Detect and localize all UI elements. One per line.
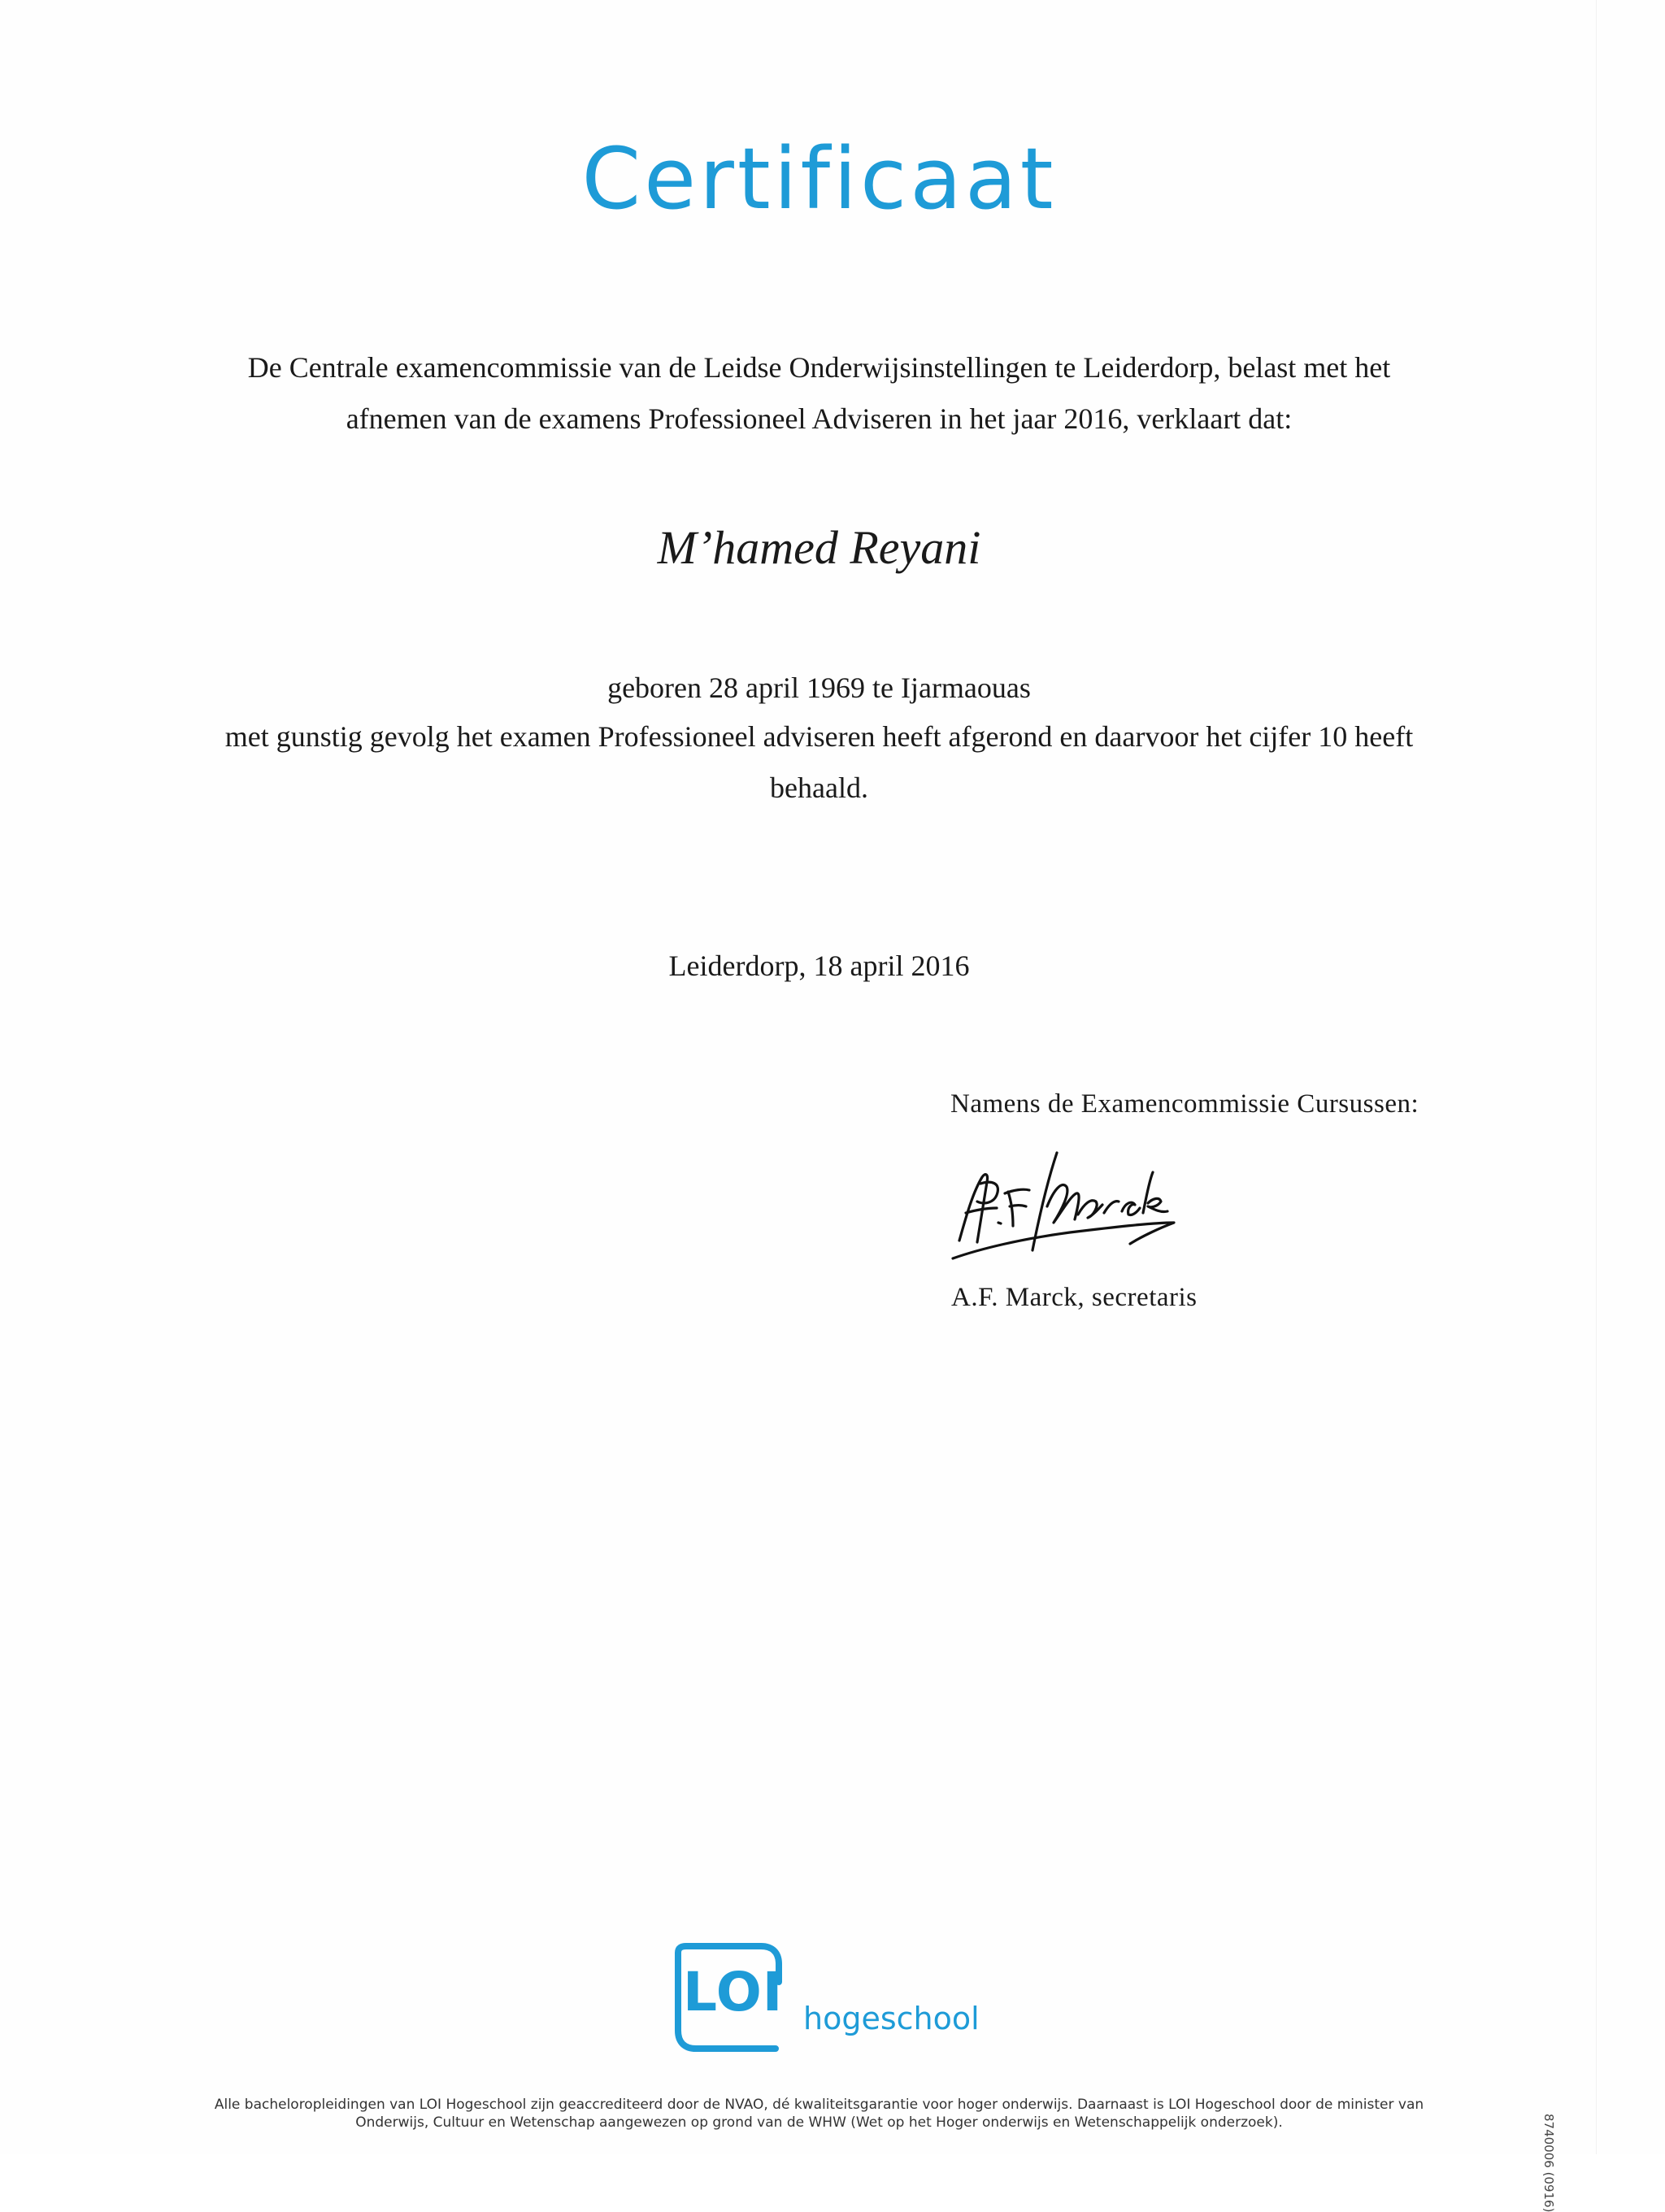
result-line-2: behaald. — [770, 771, 868, 804]
result-line-1: met gunstig gevolg het examen Professioneel adviseren heeft afgerond en daarvoor het cijfer 10 heeft — [224, 720, 1414, 753]
logo-subtitle: hogeschool — [803, 2001, 980, 2036]
intro-line-2: afnemen van de examens Professioneel Adviseren in het jaar 2016, verklaart dat: — [346, 402, 1293, 435]
on-behalf-line: Namens de Examencommissie Cursussen: — [950, 1089, 1419, 1119]
footer-line-2: Onderwijs, Cultuur en Wetenschap aangewezen op grond van de WHW (Wet op het Hoger onderwijs en Wetenschappelijk onderzoek). — [355, 2114, 1283, 2131]
certificate-title: Certificaat — [581, 129, 1057, 228]
signer-name: A.F. Marck, secretaris — [951, 1283, 1198, 1312]
footer-line-1: Alle bacheloropleidingen van LOI Hogeschool zijn geaccrediteerd door de NVAO, dé kwaliteitsgarantie voor hoger onderwijs. Daarnaast is LOI Hogeschool door de minister van — [214, 2097, 1424, 2113]
document-code: 8740006 (0916) — [1541, 2114, 1556, 2212]
signature — [948, 1145, 1179, 1267]
birth-line: geboren 28 april 1969 te Ijarmaouas — [607, 671, 1031, 704]
recipient-name: M’hamed Reyani — [657, 521, 981, 574]
place-date: Leiderdorp, 18 april 2016 — [668, 950, 970, 982]
scan-edge — [1596, 0, 1597, 2154]
logo-mark: LOI — [683, 1961, 784, 2023]
loi-logo — [672, 1943, 980, 2065]
intro-line-1: De Centrale examencommissie van de Leidse Onderwijsinstellingen te Leiderdorp, belast met het — [247, 351, 1391, 384]
